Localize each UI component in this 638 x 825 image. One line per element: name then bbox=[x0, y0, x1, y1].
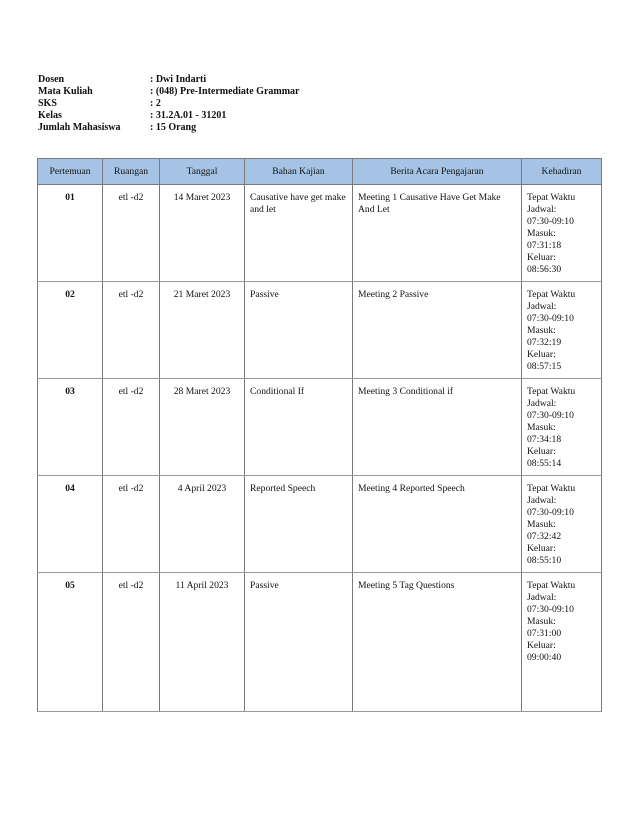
matkul-label: Mata Kuliah bbox=[38, 86, 93, 97]
header-pertemuan: Pertemuan bbox=[38, 159, 103, 185]
cell-pertemuan: 05 bbox=[38, 573, 103, 712]
attendance-status: Tepat Waktu bbox=[527, 289, 576, 300]
header-bahan-kajian: Bahan Kajian bbox=[245, 159, 353, 185]
cell-ruangan: etl -d2 bbox=[103, 282, 160, 379]
attendance-status: Tepat Waktu bbox=[527, 192, 576, 203]
table-row bbox=[38, 573, 602, 712]
matkul-value: : (048) Pre-Intermediate Grammar bbox=[150, 86, 300, 97]
keluar-label: Keluar: bbox=[527, 349, 556, 360]
info-row-kelas bbox=[38, 110, 299, 122]
cell-pertemuan: 03 bbox=[38, 379, 103, 476]
keluar-label: Keluar: bbox=[527, 543, 556, 554]
attendance-table bbox=[37, 158, 602, 712]
attendance-status: Tepat Waktu bbox=[527, 483, 576, 494]
cell-ruangan: etl -d2 bbox=[103, 379, 160, 476]
header-ruangan: Ruangan bbox=[103, 159, 160, 185]
keluar-value: 09:00:40 bbox=[527, 652, 562, 663]
masuk-value: 07:34:18 bbox=[527, 434, 562, 445]
keluar-value: 08:57:15 bbox=[527, 361, 562, 372]
table-row bbox=[38, 476, 602, 573]
keluar-value: 08:56:30 bbox=[527, 264, 562, 275]
cell-tanggal: 21 Maret 2023 bbox=[160, 282, 245, 379]
keluar-value: 08:55:10 bbox=[527, 555, 562, 566]
dosen-value: : Dwi Indarti bbox=[150, 74, 207, 85]
masuk-value: 07:32:42 bbox=[527, 531, 562, 542]
cell-kehadiran bbox=[522, 282, 602, 379]
jadwal-label: Jadwal: bbox=[527, 592, 557, 603]
course-info bbox=[38, 74, 299, 134]
jadwal-value: 07:30-09:10 bbox=[527, 507, 574, 518]
cell-bahan-kajian: Passive bbox=[245, 573, 353, 712]
sks-label: SKS bbox=[38, 98, 57, 109]
sks-value: : 2 bbox=[150, 98, 161, 109]
cell-berita-acara: Meeting 4 Reported Speech bbox=[353, 476, 522, 573]
jadwal-value: 07:30-09:10 bbox=[527, 313, 574, 324]
cell-berita-acara: Meeting 2 Passive bbox=[353, 282, 522, 379]
cell-kehadiran bbox=[522, 185, 602, 282]
masuk-label: Masuk: bbox=[527, 228, 556, 239]
cell-ruangan: etl -d2 bbox=[103, 185, 160, 282]
header-kehadiran: Kehadiran bbox=[522, 159, 602, 185]
table-header-row bbox=[38, 159, 602, 185]
attendance-status: Tepat Waktu bbox=[527, 580, 576, 591]
jadwal-label: Jadwal: bbox=[527, 398, 557, 409]
info-row-dosen bbox=[38, 74, 299, 86]
info-row-jumlah bbox=[38, 122, 299, 134]
cell-berita-acara: Meeting 1 Causative Have Get Make And Let bbox=[353, 185, 522, 282]
kelas-label: Kelas bbox=[38, 110, 62, 121]
jadwal-label: Jadwal: bbox=[527, 204, 557, 215]
header-berita-acara: Berita Acara Pengajaran bbox=[353, 159, 522, 185]
masuk-label: Masuk: bbox=[527, 325, 556, 336]
keluar-value: 08:55:14 bbox=[527, 458, 562, 469]
masuk-label: Masuk: bbox=[527, 422, 556, 433]
cell-tanggal: 14 Maret 2023 bbox=[160, 185, 245, 282]
masuk-value: 07:31:18 bbox=[527, 240, 562, 251]
cell-bahan-kajian: Conditional If bbox=[245, 379, 353, 476]
cell-kehadiran bbox=[522, 573, 602, 712]
masuk-value: 07:32:19 bbox=[527, 337, 562, 348]
keluar-label: Keluar: bbox=[527, 640, 556, 651]
jadwal-label: Jadwal: bbox=[527, 495, 557, 506]
kelas-value: : 31.2A.01 - 31201 bbox=[150, 110, 227, 121]
cell-kehadiran bbox=[522, 476, 602, 573]
info-row-sks bbox=[38, 98, 299, 110]
cell-pertemuan: 04 bbox=[38, 476, 103, 573]
masuk-label: Masuk: bbox=[527, 616, 556, 627]
cell-pertemuan: 02 bbox=[38, 282, 103, 379]
keluar-label: Keluar: bbox=[527, 446, 556, 457]
cell-tanggal: 28 Maret 2023 bbox=[160, 379, 245, 476]
cell-berita-acara: Meeting 5 Tag Questions bbox=[353, 573, 522, 712]
jadwal-value: 07:30-09:10 bbox=[527, 410, 574, 421]
cell-berita-acara: Meeting 3 Conditional if bbox=[353, 379, 522, 476]
header-tanggal: Tanggal bbox=[160, 159, 245, 185]
jadwal-value: 07:30-09:10 bbox=[527, 216, 574, 227]
jadwal-label: Jadwal: bbox=[527, 301, 557, 312]
keluar-label: Keluar: bbox=[527, 252, 556, 263]
info-row-matkul bbox=[38, 86, 299, 98]
table-row bbox=[38, 379, 602, 476]
cell-bahan-kajian: Reported Speech bbox=[245, 476, 353, 573]
cell-tanggal: 4 April 2023 bbox=[160, 476, 245, 573]
dosen-label: Dosen bbox=[38, 74, 65, 85]
masuk-label: Masuk: bbox=[527, 519, 556, 530]
cell-bahan-kajian: Passive bbox=[245, 282, 353, 379]
table-row bbox=[38, 282, 602, 379]
jadwal-value: 07:30-09:10 bbox=[527, 604, 574, 615]
cell-ruangan: etl -d2 bbox=[103, 573, 160, 712]
masuk-value: 07:31:00 bbox=[527, 628, 562, 639]
cell-kehadiran bbox=[522, 379, 602, 476]
cell-bahan-kajian: Causative have get make and let bbox=[245, 185, 353, 282]
table-row bbox=[38, 185, 602, 282]
cell-ruangan: etl -d2 bbox=[103, 476, 160, 573]
attendance-status: Tepat Waktu bbox=[527, 386, 576, 397]
jumlah-value: : 15 Orang bbox=[150, 122, 197, 133]
cell-pertemuan: 01 bbox=[38, 185, 103, 282]
cell-tanggal: 11 April 2023 bbox=[160, 573, 245, 712]
jumlah-label: Jumlah Mahasiswa bbox=[38, 122, 121, 133]
